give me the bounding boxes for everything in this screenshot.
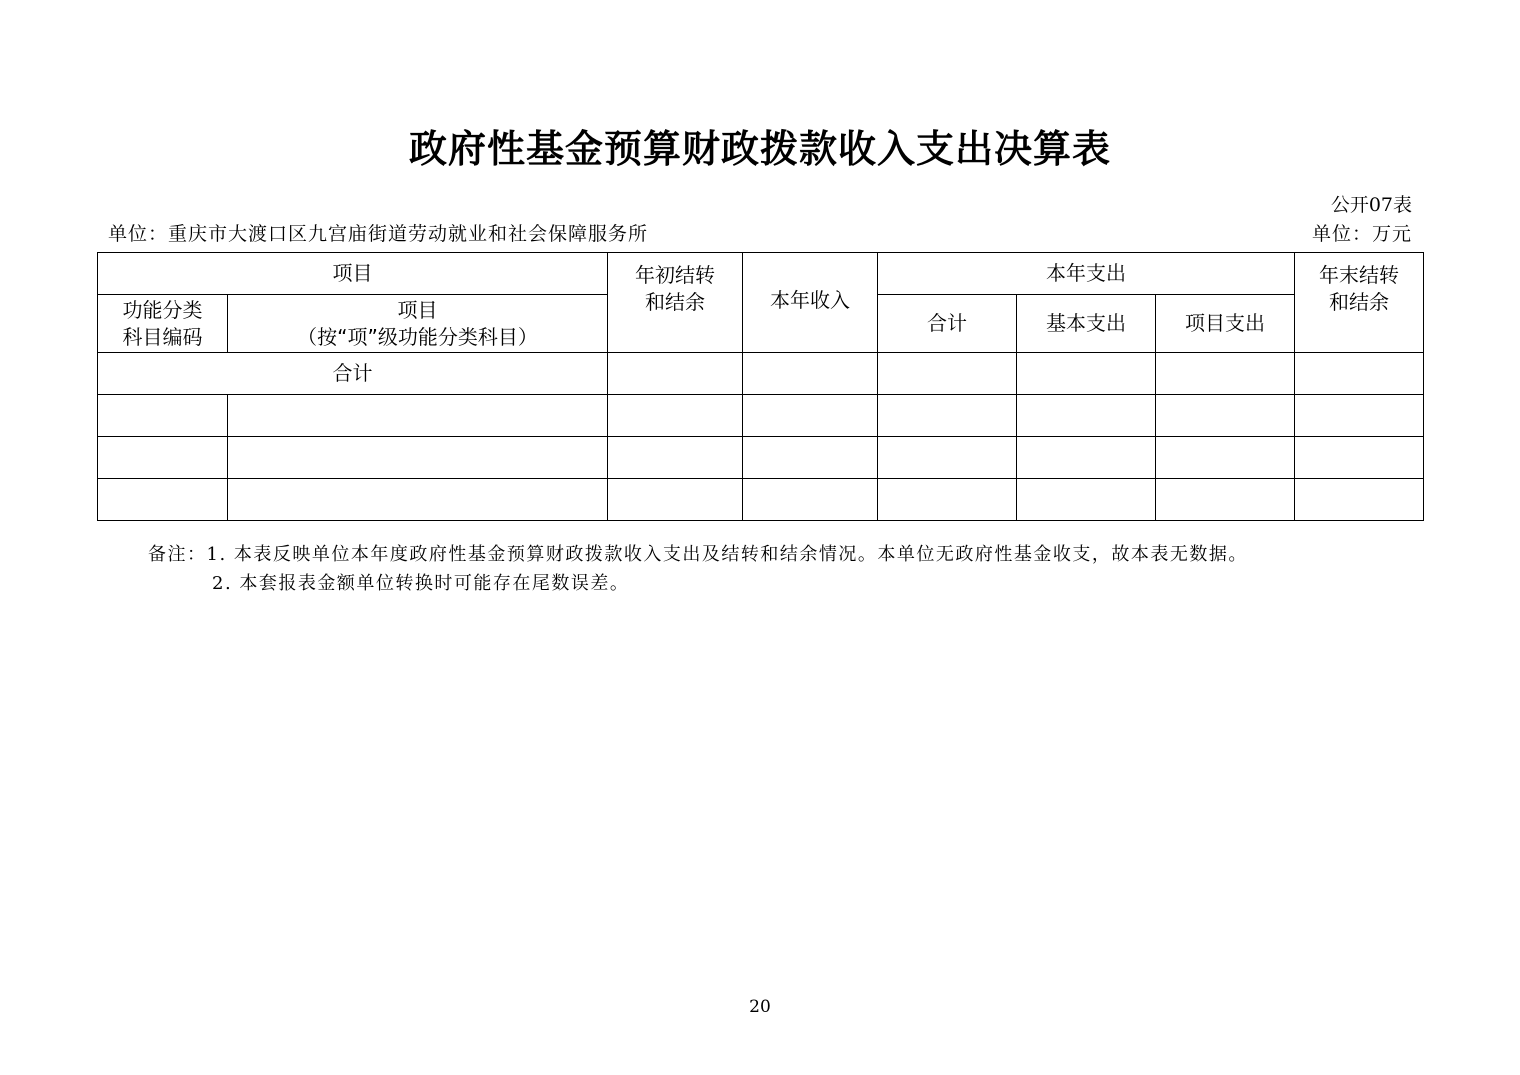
cell-code (98, 479, 228, 521)
notes (148, 540, 1248, 598)
total-expense (878, 353, 1017, 395)
cell-item (228, 395, 608, 437)
total-end-balance (1295, 353, 1424, 395)
cell-item (228, 437, 608, 479)
table-row (98, 395, 1424, 437)
cell-start-balance (608, 479, 743, 521)
cell-expense-basic (1017, 395, 1156, 437)
header-end-balance-text: 年末结转 和结余 (1319, 262, 1399, 314)
header-start-balance (608, 253, 743, 353)
cell-item (228, 479, 608, 521)
budget-table (97, 252, 1424, 521)
cell-end-balance (1295, 479, 1424, 521)
header-expense-basic: 基本支出 (1017, 295, 1156, 353)
form-number: 公开07表 (1330, 194, 1412, 216)
cell-code (98, 395, 228, 437)
cell-code (98, 437, 228, 479)
header-item-group: 项目 (98, 253, 608, 295)
total-basic (1017, 353, 1156, 395)
unit-organization: 单位：重庆市大渡口区九宫庙街道劳动就业和社会保障服务所 (108, 223, 649, 245)
cell-expense-total (878, 479, 1017, 521)
cell-expense-project (1156, 395, 1295, 437)
note-line-1: 备注：1. 本表反映单位本年度政府性基金预算财政拨款收入支出及结转和结余情况。本单位无政府性基金收支，故本表无数据。 (148, 544, 1248, 565)
header-income-text: 本年收入 (770, 288, 850, 312)
header-expense-group: 本年支出 (878, 253, 1295, 295)
total-row-label: 合计 (98, 353, 608, 395)
cell-expense-project (1156, 479, 1295, 521)
cell-end-balance (1295, 437, 1424, 479)
cell-end-balance (1295, 395, 1424, 437)
page-number: 20 (749, 997, 771, 1017)
header-income (743, 253, 878, 353)
cell-start-balance (608, 395, 743, 437)
total-start-balance (608, 353, 743, 395)
header-code: 功能分类 科目编码 (98, 295, 228, 353)
total-row (98, 353, 1424, 395)
cell-start-balance (608, 437, 743, 479)
unit-currency: 单位：万元 (1311, 223, 1412, 245)
table-row (98, 479, 1424, 521)
cell-income (743, 479, 878, 521)
cell-expense-total (878, 437, 1017, 479)
note-line-2: 2. 本套报表金额单位转换时可能存在尾数误差。 (212, 573, 630, 594)
total-project (1156, 353, 1295, 395)
cell-expense-total (878, 395, 1017, 437)
header-start-balance-text: 年初结转 和结余 (635, 262, 715, 314)
cell-income (743, 437, 878, 479)
cell-income (743, 395, 878, 437)
header-end-balance (1295, 253, 1424, 353)
page-title: 政府性基金预算财政拨款收入支出决算表 (408, 127, 1111, 171)
header-expense-total: 合计 (878, 295, 1017, 353)
cell-expense-basic (1017, 437, 1156, 479)
header-expense-project: 项目支出 (1156, 295, 1295, 353)
cell-expense-basic (1017, 479, 1156, 521)
cell-expense-project (1156, 437, 1295, 479)
total-income (743, 353, 878, 395)
header-item-name: 项目 （按“项”级功能分类科目） (228, 295, 608, 353)
table-row (98, 437, 1424, 479)
